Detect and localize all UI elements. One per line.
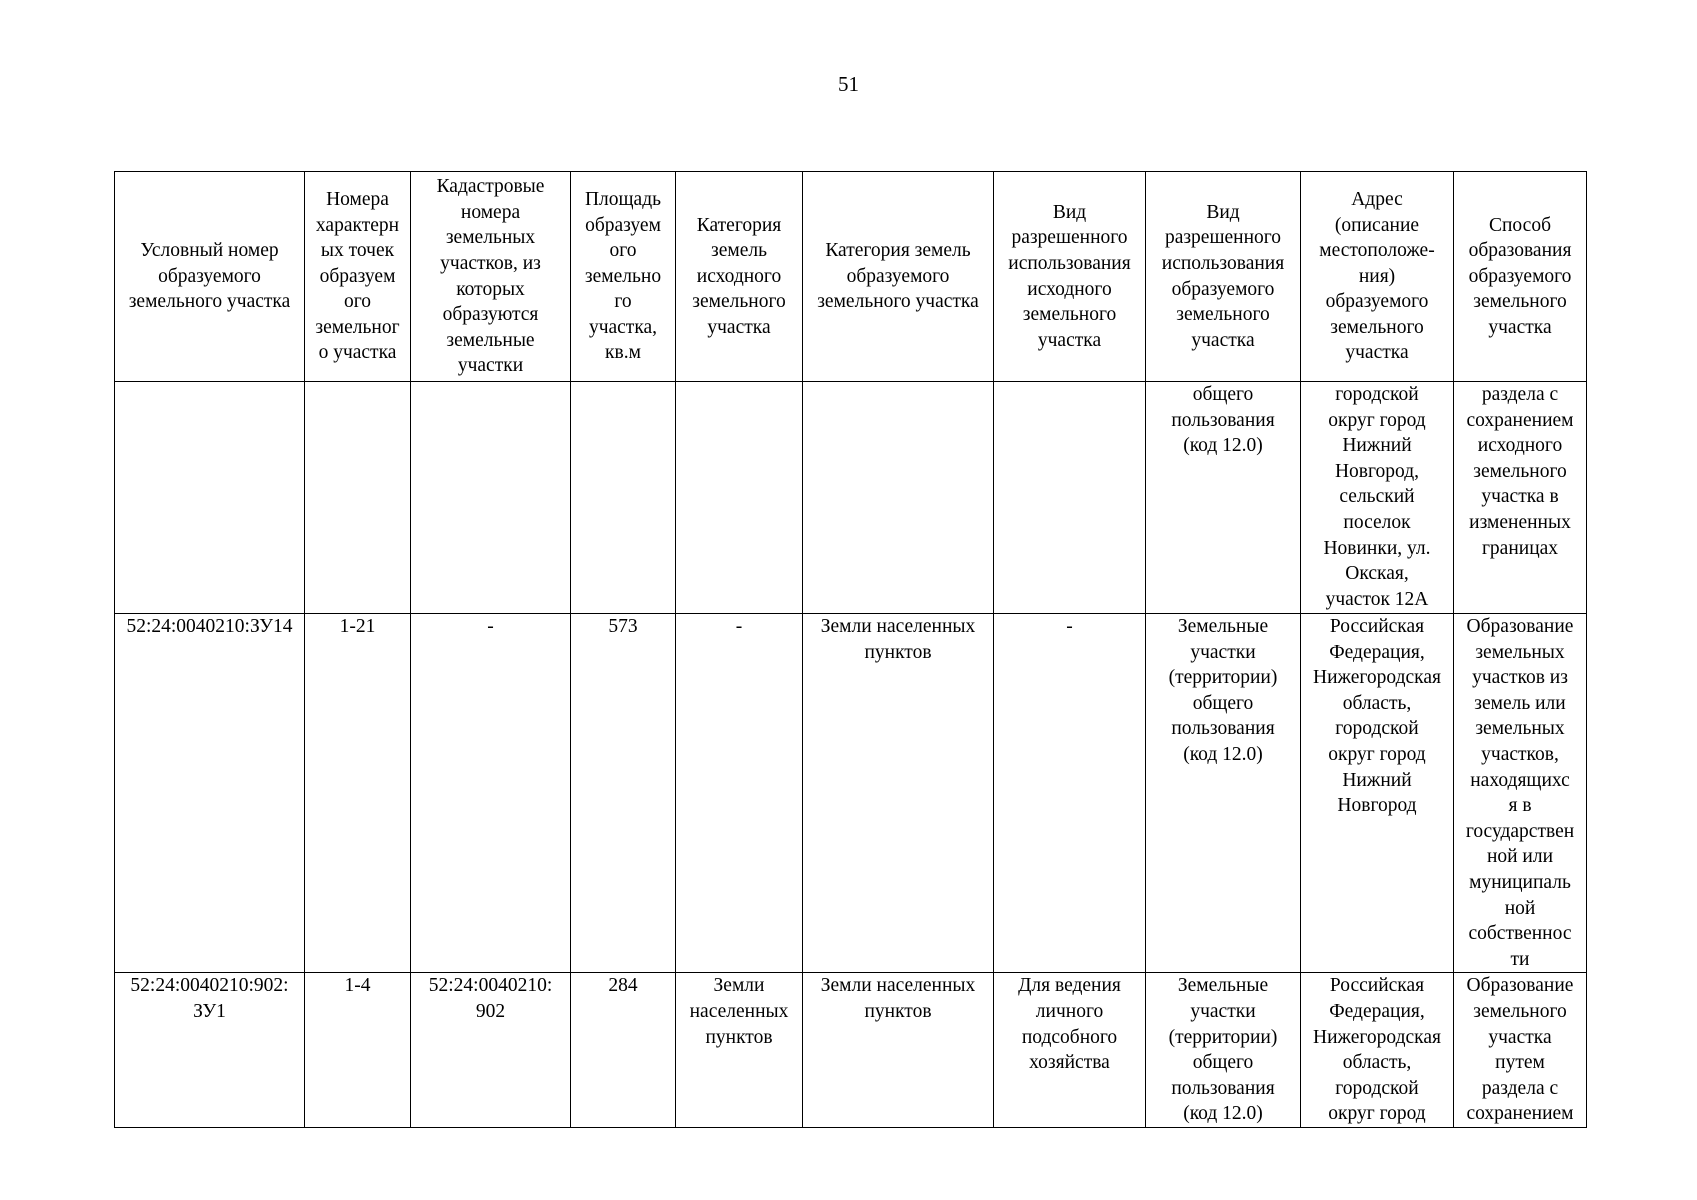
table-cell: - — [676, 614, 803, 973]
table-cell: 52:24:0040210: 902 — [411, 973, 571, 1128]
header-new-permitted-use: Вид разрешенного использования образуемого земельного участка — [1146, 172, 1301, 382]
table-cell — [994, 382, 1146, 614]
table-header-row — [115, 172, 1587, 382]
table-cell: раздела с сохранением исходного земельного участка в измененных границах — [1454, 382, 1587, 614]
table-cell: Земли населенных пунктов — [676, 973, 803, 1128]
table-cell: Для ведения личного подсобного хозяйства — [994, 973, 1146, 1128]
table-cell: 284 — [571, 973, 676, 1128]
table-cell: Российская Федерация, Нижегородская область, городской округ город — [1301, 973, 1454, 1128]
table-cell: - — [994, 614, 1146, 973]
table-cell — [571, 382, 676, 614]
table-cell: 52:24:0040210:ЗУ14 — [115, 614, 305, 973]
header-source-land-category: Категория земель исходного земельного участка — [676, 172, 803, 382]
table-cell — [115, 382, 305, 614]
table-row — [115, 973, 1587, 1128]
table-cell: Образование земельного участка путем раздела с сохранением — [1454, 973, 1587, 1128]
table-cell: Российская Федерация, Нижегородская область, городской округ город Нижний Новгород — [1301, 614, 1454, 973]
table-cell — [676, 382, 803, 614]
table-cell: Земельные участки (территории) общего пользования (код 12.0) — [1146, 973, 1301, 1128]
table-cell: Земельные участки (территории) общего пользования (код 12.0) — [1146, 614, 1301, 973]
header-new-land-category: Категория земель образуемого земельного участка — [803, 172, 994, 382]
table-cell: - — [411, 614, 571, 973]
table-cell: 52:24:0040210:902: ЗУ1 — [115, 973, 305, 1128]
table-cell: Образование земельных участков из земель или земельных участков, находящихс я в государствен ной или муниципаль ной собственнос ти — [1454, 614, 1587, 973]
table-cell: городской округ город Нижний Новгород, сельский поселок Новинки, ул. Окская, участок 12А — [1301, 382, 1454, 614]
page-number: 51 — [838, 72, 859, 96]
table-cell: Земли населенных пунктов — [803, 614, 994, 973]
header-area: Площадь образуем ого земельно го участка, кв.м — [571, 172, 676, 382]
table-cell: 573 — [571, 614, 676, 973]
table-cell — [305, 382, 411, 614]
header-source-permitted-use: Вид разрешенного использования исходного земельного участка — [994, 172, 1146, 382]
table-cell: 1-4 — [305, 973, 411, 1128]
table-cell — [803, 382, 994, 614]
table-cell: Земли населенных пунктов — [803, 973, 994, 1128]
header-address: Адрес (описание местоположе- ния) образуемого земельного участка — [1301, 172, 1454, 382]
table-row — [115, 614, 1587, 973]
table-row — [115, 382, 1587, 614]
land-plots-table — [114, 171, 1587, 1128]
header-point-numbers: Номера характерн ых точек образуем ого земельног о участка — [305, 172, 411, 382]
header-formation-method: Способ образования образуемого земельного участка — [1454, 172, 1587, 382]
header-conditional-number: Условный номер образуемого земельного участка — [115, 172, 305, 382]
header-source-cadastral-numbers: Кадастровые номера земельных участков, из которых образуются земельные участки — [411, 172, 571, 382]
table-cell: 1-21 — [305, 614, 411, 973]
table-cell — [411, 382, 571, 614]
table-cell: общего пользования (код 12.0) — [1146, 382, 1301, 614]
